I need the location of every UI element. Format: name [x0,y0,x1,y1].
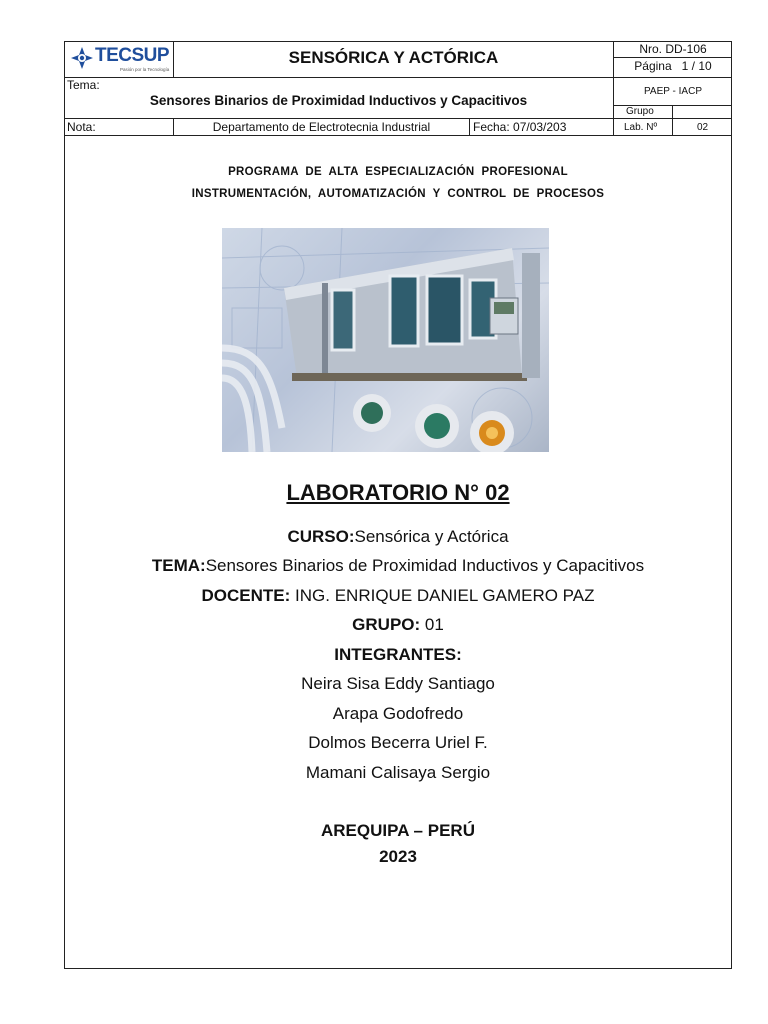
lab-label: Lab. Nº [624,122,658,133]
curso-label: CURSO: [287,527,355,546]
tecsup-logo [68,43,172,75]
curso-line [64,527,732,547]
page-label: Página [634,59,672,73]
year: 2023 [379,847,417,866]
industrial-machine-image [222,228,549,452]
header-divider [469,118,470,135]
member-name: Neira Sisa Eddy Santiago [301,674,495,693]
member-name: Mamani Calisaya Sergio [305,763,491,782]
department: Departamento de Electrotecnia Industrial [212,120,431,134]
cover-tema-value: Sensores Binarios de Proximidad Inductivos y Capacitivos [205,556,645,575]
tecsup-logo-icon [70,46,94,70]
tema-label: Tema: [67,78,100,92]
tema-line [64,556,732,576]
header-divider [64,135,732,136]
document-title: SENSÓRICA Y ACTÓRICA [288,48,499,67]
member-name: Dolmos Becerra Uriel F. [308,733,488,752]
location: AREQUIPA – PERÚ [321,821,475,840]
page-indicator [614,59,732,73]
logo-text: TECSUP [95,45,170,66]
lab-title: LABORATORIO N° 02 [286,480,510,505]
program-code: PAEP - IACP [644,86,702,97]
nota-label: Nota: [67,120,96,134]
header-divider [613,57,732,58]
docente-value: ING. ENRIQUE DANIEL GAMERO PAZ [295,586,595,605]
program-line-2: INSTRUMENTACIÓN, AUTOMATIZACIÓN Y CONTROL DE PROCESOS [191,188,605,200]
cover-tema-label: TEMA: [151,556,206,575]
program-line-1: PROGRAMA DE ALTA ESPECIALIZACIÓN PROFESIONAL [228,166,568,178]
grupo-line [64,615,732,635]
curso-value: Sensórica y Actórica [354,527,509,546]
header-divider [64,118,732,119]
grupo-label: Grupo [626,106,654,117]
cover-grupo-value: 01 [424,615,444,634]
doc-number: Nro. DD-106 [639,42,707,56]
lab-value: 02 [696,122,709,133]
member-name: Arapa Godofredo [332,704,464,723]
integrantes-label: INTEGRANTES: [334,645,462,664]
logo-tagline: Pasión por la Tecnología [120,67,170,72]
docente-label: DOCENTE: [201,586,291,605]
header-divider [64,77,732,78]
docente-line [64,586,732,606]
page-value: 1 / 10 [681,59,712,73]
cover-grupo-label: GRUPO: [352,615,421,634]
fecha: Fecha: 07/03/203 [473,120,567,134]
tema-value: Sensores Binarios de Proximidad Inductivos y Capacitivos [149,93,528,108]
